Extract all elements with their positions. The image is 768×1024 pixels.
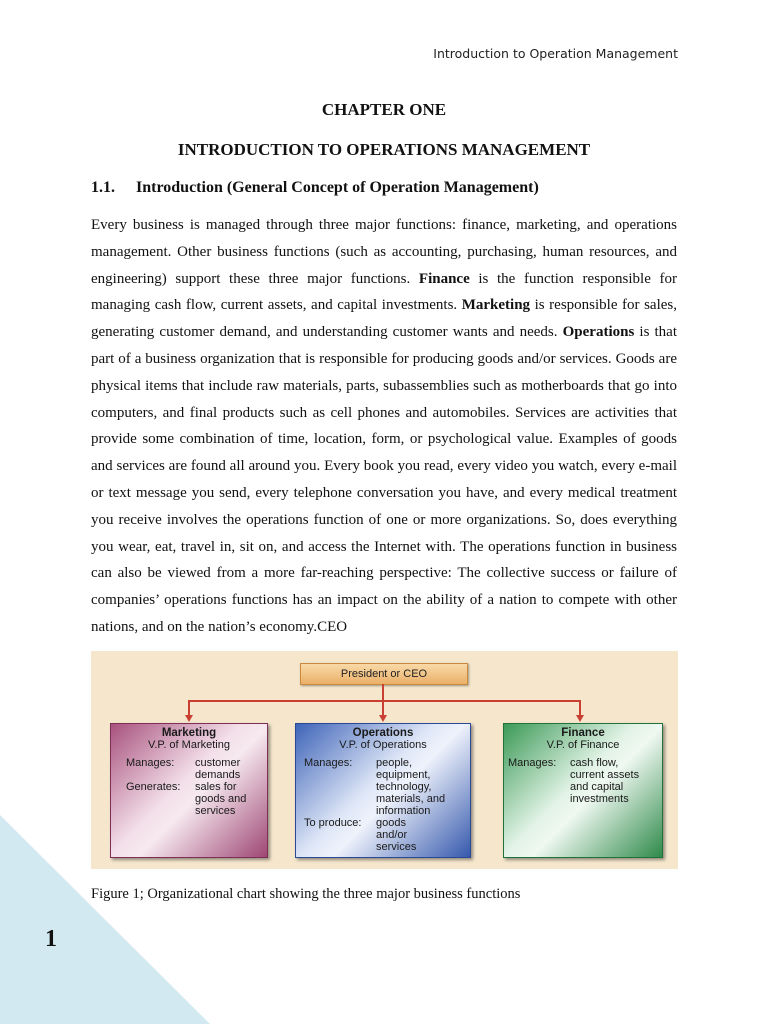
chapter-title: INTRODUCTION TO OPERATIONS MANAGEMENT — [177, 140, 591, 159]
connector-finance — [579, 700, 581, 715]
marketing-title: Marketing — [161, 727, 217, 739]
marketing-manages-2: demands — [195, 769, 241, 781]
finance-box — [503, 723, 663, 858]
operations-title: Operations — [352, 727, 414, 739]
running-header: Introduction to Operation Management — [433, 46, 678, 61]
paragraph-text: Every business is managed through three major functions: finance, marketing, and operations management. Other business functions (such as accounting, purchasing, human resources, and engineering) support these three major functions. — [91, 217, 677, 287]
finance-manages-3: and capital — [570, 781, 624, 793]
section-number: 1.1. — [91, 179, 115, 196]
paragraph-text: is that part of a business organization that is responsible for producing goods and/or services. Goods are physical items that include raw materials, parts, subassemblies such as motherboards that go into computers, and final products such as cell phones and automobiles. Services are activities that provide some combination of time, location, form, or psychological value. Examples of goods and services are found all around you. Every book you read, every video you watch, every e-mail or text message you send, every telephone conversation you have, and every medical treatment you receive involves the operations function of one or more organizations. So, does everything you wear, eat, travel in, sit on, and access the Internet with. The operations function in business can also be viewed from a more far-reaching perspective: The collective success or failure of companies’ operations functions has an impact on the ability of a nation to compete with other nations, and on the nation’s economy.CEO — [91, 324, 677, 635]
marketing-generates-3: services — [195, 805, 236, 817]
page-number: 1 — [45, 926, 57, 952]
operations-manages-label: Manages: — [304, 757, 353, 769]
operations-manages-3: technology, — [376, 781, 432, 793]
marketing-subtitle: V.P. of Marketing — [148, 739, 230, 751]
connector-operations — [382, 700, 384, 715]
operations-produce-3: services — [376, 841, 417, 853]
marketing-generates-label: Generates: — [126, 781, 181, 793]
marketing-box — [110, 723, 268, 858]
marketing-manages-1: customer — [195, 757, 241, 769]
operations-produce-label: To produce: — [304, 817, 362, 829]
chapter-label: CHAPTER ONE — [321, 100, 447, 119]
operations-manages-2: equipment, — [376, 769, 431, 781]
finance-manages-1: cash flow, — [570, 757, 619, 769]
marketing-generates-2: goods and — [195, 793, 247, 805]
section-title: Introduction (General Concept of Operation Management) — [136, 179, 539, 196]
arrow-marketing-icon — [185, 715, 193, 722]
finance-manages-4: investments — [570, 793, 629, 805]
connector-ceo-down — [382, 684, 384, 701]
operations-manages-1: people, — [376, 757, 413, 769]
operations-manages-4: materials, and — [376, 793, 446, 805]
marketing-generates-1: sales for — [195, 781, 237, 793]
operations-manages-5: information — [376, 805, 431, 817]
connector-horizontal — [188, 700, 581, 702]
operations-subtitle: V.P. of Operations — [339, 739, 427, 751]
term-marketing: Marketing — [461, 297, 531, 314]
finance-subtitle: V.P. of Finance — [546, 739, 620, 751]
paragraph-text: is responsible for sales, generating customer demand, and understanding customer wants and needs. — [91, 297, 677, 341]
figure-caption: Figure 1; Organizational chart showing the three major business functions — [91, 886, 521, 902]
org-chart-figure — [91, 651, 678, 869]
operations-produce-1: goods — [376, 817, 406, 829]
finance-manages-2: current assets — [570, 769, 640, 781]
ceo-box: President or CEO — [300, 663, 468, 685]
term-operations: Operations — [562, 324, 635, 341]
connector-marketing — [188, 700, 190, 715]
finance-title: Finance — [561, 727, 605, 739]
arrow-operations-icon — [379, 715, 387, 722]
operations-box — [295, 723, 471, 858]
arrow-finance-icon — [576, 715, 584, 722]
finance-manages-label: Manages: — [508, 757, 557, 769]
term-finance: Finance — [418, 270, 470, 287]
marketing-manages-label: Manages: — [126, 757, 175, 769]
body-paragraph — [91, 212, 677, 641]
section-heading — [91, 179, 539, 197]
operations-produce-2: and/or — [376, 829, 408, 841]
paragraph-text: is the function responsible for managing cash flow, current assets, and capital investments. — [91, 270, 677, 314]
